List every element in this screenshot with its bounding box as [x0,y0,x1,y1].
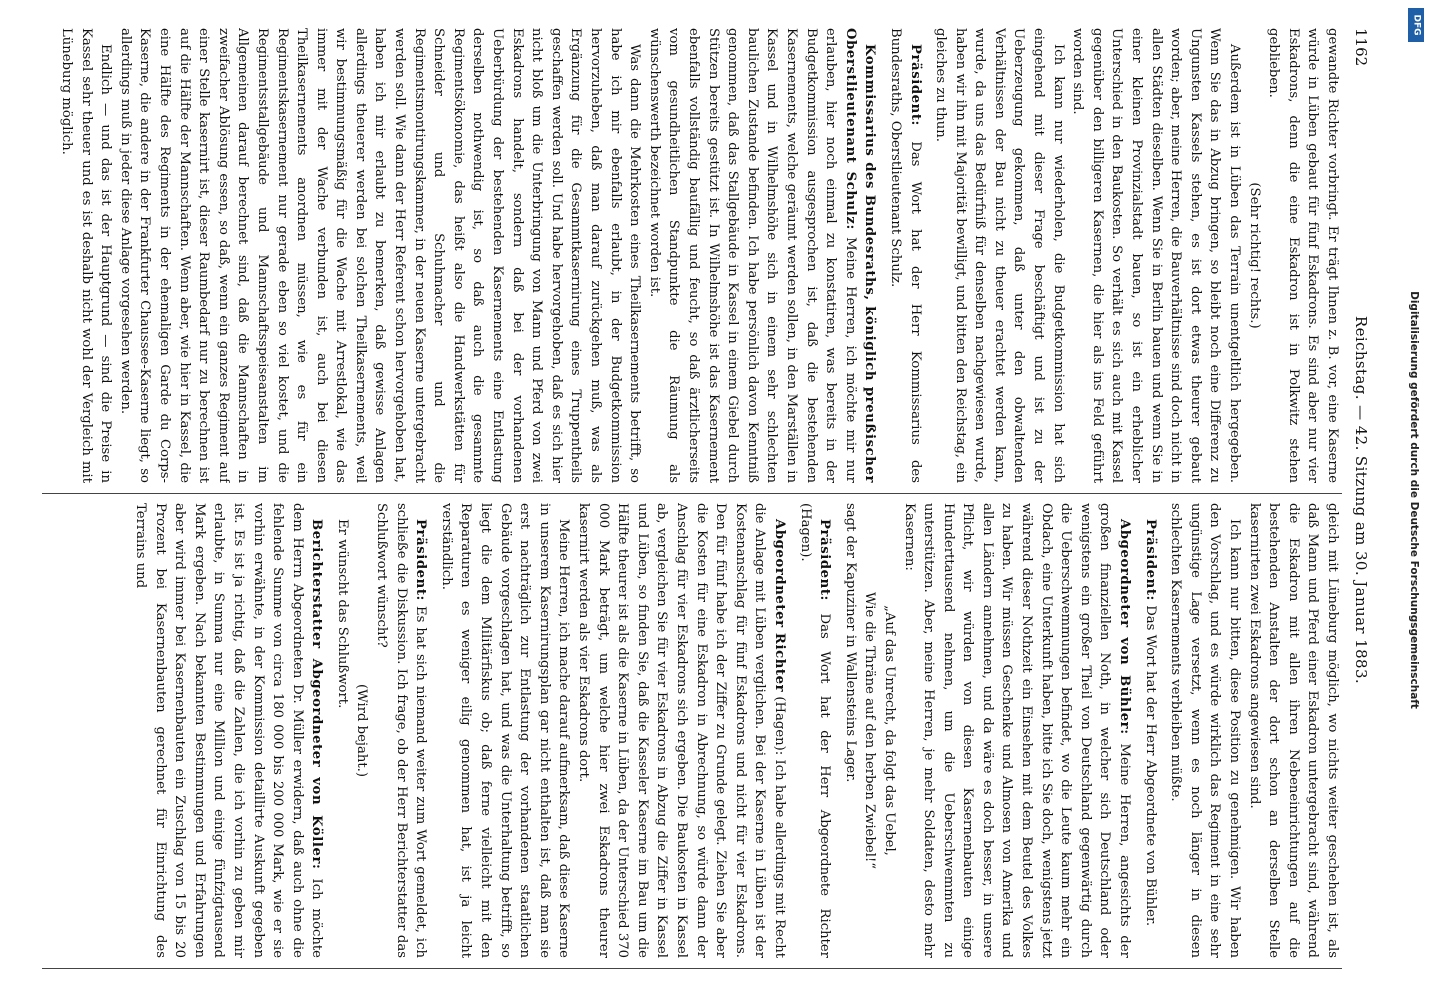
speaker-label: Präsident: [907,44,923,127]
text-column-right [42,503,1342,958]
verse-line: „Auf das Unrecht, da folgt das Uebel, [881,605,897,856]
speech-paragraph [899,503,1134,958]
running-title: Reichstag. — 42. Sitzung am 30. Januar 1883. [1352,315,1370,685]
page-number: 1162 [1352,28,1370,67]
speech-text: (Hagen): Ich habe allerdings mit Recht die Anlage mit Lüben verglichen. Bei der Kaserne in Lüben ist der Kostenanschlag für fünf Eskadrons und nicht für vier Eskadrons. Den für fünf habe ich der Ziffer zu Grunde gelegt. Ziehen Sie aber die Kosten für eine Eskadron in Abrechnung, so würde dann der Anschlag für vier Eskadrons sich ergeben. Die Baukosten in Kassel ab, vergleichen Sie für vier Eskadrons in Abzug die Ziffer in Kassel und Lüben, so finden Sie, daß die Kasseler Kaserne im Bau um die Hälfte theurer ist als die Kaserne in Lüben, da der Unterschied 370 000 Mark beträgt, um welche hier zwei Eskadrons theurer kasernirt werden als vier Eskadrons dort. [576,503,787,958]
page-header [1350,28,1372,972]
speech-paragraph [372,503,431,958]
speech-paragraph [644,28,879,483]
speech-text: Meine Herren, ich möchte mir nur erlauben, hier noch einmal zu konstatiren, was bereits in der Budgetkommission ausgesprochen ist, daß die bestehenden Kasernements, welche geräumt werden sollen, in den Marställen in Kassel und in Wilhelmshöhe sich in einem sehr schlechten baulichen Zustande befinden. Ich habe persönlich davon Kenntniß genommen, daß das Stallgebäude in Kassel in einem Giebel durch Stützen bereits gestützt ist. In Wilhelmshöhe ist das Kasernement ebenfalls vollständig baufällig und feucht, so daß ärztlicherseits vom gesundheitlichen Standpunkte die Räumung als wünschenswerth bezeichnet worden ist. [646,28,858,483]
speaker-label: Abgeordneter von Bühler: [1117,519,1133,735]
paragraph: Er wünscht das Schlußwort. [334,519,350,709]
speaker-label: Berichterstatter Abgeordneter von Köller: [309,519,325,870]
paragraph: gleich mit Lüneburg möglich, wo nichts weiter geschehen ist, als daß Mann und Pferd einer Eskadron untergebracht sind, während die Eskadron mit allen ihren Nebeneinrichtungen auf die bestehenden Anstalten der dort schon an derselben Stelle kasernirten zwei Eskadrons angewiesen sind. [1246,503,1340,958]
speech-paragraph [1140,503,1160,958]
speaker-label: Präsident: [413,519,429,602]
interjection: (Sehr richtig! rechts.) [1246,182,1262,329]
speech-text: Das Wort hat der Herr Abgeordnete von Bühler. [1142,605,1158,927]
verse-line: Wie die Thräne auf den herben Zwiebel!“ [862,591,878,869]
paragraph: gewandte Richter vorbringt. Er trägt Ihnen z. B. vor, eine Kaserne würde in Lüben gebaut für fünf Eskadrons. Es sind aber nur vier Eskadrons, denn die eine Eskadron ist in Polkwitz stehen geblieben. [1266,28,1340,483]
paragraph: Außerdem ist in Lüben das Terrain unentgeltlich hergegeben. Wenn Sie das in Abzug bringen, so bleibt noch eine Differenz zu Ungunsten Kassels stehen, es ist dort etwas theurer gebaut worden; aber, meine Herren, die Bauverhältnisse sind doch nicht in allen Städten dieselben. Wenn Sie in Berlin bauen und wenn Sie in einer kleinen Provinzialstadt bauen, so ist ein erheblicher Unterschied in den Baukosten. So verhält es sich auch mit Kassel gegenüber den billigeren Kasernen, die hier als ins Feld geführt worden sind. [1070,28,1243,483]
paragraph: Ich kann nur wiederholen, die Budgetkommission hat sich eingehend mit dieser Frage beschäftigt und ist zu der Ueberzeugung gekommen, daß unter den obwaltenden Verhältnissen der Bau nicht zu theuer erachtet werden kann, wurde, da uns das Bedürfniß für denselben nachgewiesen wurde, haben wir ihn mit Majorität bewilligt, und bitten den Reichstag, ein gleiches zu thun. [933,28,1066,483]
text-column-left [42,28,1342,483]
speaker-label: Präsident: [1142,519,1158,602]
speaker-label: Kommissarius des Bundesraths, königlich preußischer Oberstlieutenant Schulz: [842,28,878,483]
attribution-strip [1404,10,1424,990]
speech-paragraph [573,503,789,958]
speech-text: Das Wort hat der Herr Abgeordnete Richter (Hagen). [797,503,833,958]
speaker-label: Abgeordneter Richter [771,519,787,693]
speech-paragraph [130,503,326,958]
speech-paragraph [885,28,924,483]
paragraph: Was dann die Mehrkosten eines Theilkasernements betrifft, so habe ich mir ebenfalls erlaubt, in der Budgetkommission hervorzuheben, daß man darauf zurückgehen muß, was als Ergänzung für die Gesammtkasernirung eines Truppentheils geschaffen werden soll. Und habe hervorgehoben, daß es sich hier nicht bloß um die Unterbringung von Mann und Pferd von zwei Eskadrons handelt, sondern daß bei der vorhandenen Ueberbürdung der bestehenden Kasernements eine Entlastung derselben nothwendig ist, so daß auch die gesammte Regimentsökonomie, das heißt also die Handwerkstätten für Schneider und Schuhmacher und die Regimentsmontirungskammer, in der neuen Kaserne untergebracht werden soll. Wie dann der Herr Referent schon hervorgehoben hat, haben ich mir erlaubt zu bemerken, daß gewisse Anlagen allerdings theuerer werden bei solchen Theilkasernements, weil wir bestimmungsmäßig für die Wache mit Arrestlokal, wie das immer mit der Wache verbunden ist, auch bei diesen Theilkasernements anordnen müssen, wie es für ein Regimentskasernement nur gerade eben so viel kostet, und die Regimentsstallgebäude und Mannschaftsspeiseanstalten im Allgemeinen darauf berechnet sind, daß die Mannschaften in zweifacher Ablösung essen, so daß, wenn ein ganzes Regiment auf einer Stelle kasernirt ist, dieser Raumbedarf nur zu berechnen ist auf die Hälfte der Mannschaften. Wenn aber, wie hier in Kassel, die eine Hälfte des Regiments in der ehemaligen Garde du Corps-Kaserne, die andere in der Frankfurter Chaussee-Kaserne liegt, so allerdings muß in jeder diese Anlage vorgesehen werden. [117,28,643,483]
interjection: (Wird bejaht.) [354,684,370,777]
speech-text: Es hat sich niemand weiter zum Wort gemeldet, ich schließe die Diskussion. Ich frage, ob der Herr Berichterstatter das Schlußwort wünscht? [374,503,429,958]
speaker-label: Präsident: [817,519,833,602]
column-divider [42,493,1342,494]
speech-text: Das Wort hat der Herr Kommissarius des Bundesraths, Oberstlieutenant Schulz. [887,28,923,483]
speech-text: Meine Herren, angesichts der großen finanziellen Noth, in welcher sich Deutschland oder wenigstens ein großer Theil von Deutschland gegenwärtig durch die Ueberschwemmungen befindet, wo die Leute kaum mehr ein Obdach, eine Unterkunft haben, bitte ich Sie doch, wenigstens jetzt während dieser Nothzeit ein Einsehen mit dem Beutel des Volkes zu haben. Wir müssen Geschenke und Almosen von Amerika und allen Ländern annehmen, und da wäre es doch besser, in unsere Pflicht, wir würden von diesen Kasernenbauten einige Hunderttausend nehmen, um die Ueberschwemmten zu unterstützen. Aber, meine Herren, je mehr Soldaten, desto mehr Kasernen: [901,503,1133,958]
paragraph: Ich kann nur bitten, diese Position zu genehmigen. Wir haben den Vorschlag, und es würde wirklich das Regiment in eine sehr ungünstige Lage versetzt, wenn es noch länger in diesen schlechten Kasernements verbleiben müßte. [1168,503,1243,958]
column-divider [42,968,1342,969]
paragraph: sagt der Kapuziner in Wallensteins Lager. [842,503,858,783]
dfg-logo-text: DFG [1411,14,1422,36]
paragraph: Endlich — und das ist der Hauptgrund — sind die Preise in Kassel sehr theuer und es ist deshalb nicht wohl der Vergleich mit Lüneburg möglich. [59,28,114,483]
paragraph: Meine Herren, ich mache darauf aufmerksam, daß diese Kaserne in unserem Kasernirungsplan gar nicht enthalten ist, daß man sie erst nachträglich zur Entlastung der vorhandenen staatlichen Gebäude vorgeschlagen hat, und was die Unterhaltung betrifft, so liegt die dem Militärfiskus ob; daß ferne vielleicht mit den Reparaturen es weniger eilig genommen hat, ist ja leicht verständlich. [438,503,572,958]
speech-text: Ich möchte dem Herrn Abgeordneten Dr. Müller erwidern, daß auch ohne die fehlende Summe von circa 180 000 bis 200 000 Mark, wie er sie vorhin erwähnte, in der Kommission detaillirte Auskunft gegeben ist. Es ist ja richtig, daß die Zahlen, die ich vorhin zu geben mir erlaubte, in Summa nur eine Million und einige fünfzigtausend Mark ergeben. Nach bekannten Bestimmungen und Erfahrungen aber wird immer bei Kasernenbauten ein Zuschlag von 15 bis 20 Prozent bei Kasernenbauten gerechnet für Einrichtung des Terrains und [132,503,325,958]
speech-paragraph [795,503,834,958]
attribution-text: Digitalisierung gefördert durch die Deutsche Forschungsgemeinschaft [1408,291,1421,709]
